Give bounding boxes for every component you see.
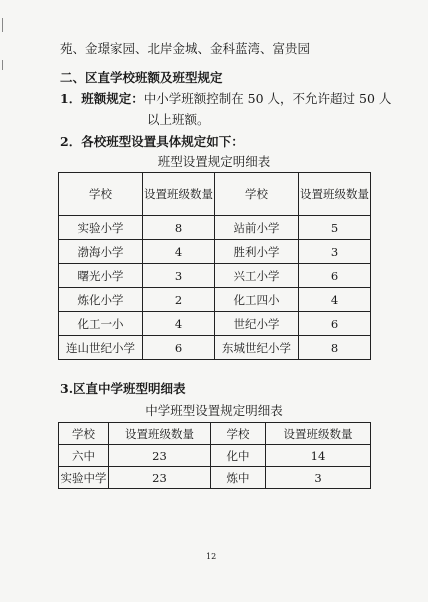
class-count-cell: 3 <box>143 264 215 288</box>
class-count-cell: 3 <box>266 467 371 489</box>
class-count-cell: 2 <box>143 288 215 312</box>
header-cell: 学校 <box>59 423 109 445</box>
table-row <box>59 264 371 288</box>
section-heading: 二、区直学校班额及班型规定 <box>60 70 223 85</box>
class-size-label: 1．班额规定： <box>60 91 144 106</box>
table-row <box>59 240 371 264</box>
class-count-cell: 6 <box>143 336 215 360</box>
scan-edge-mark <box>2 60 3 70</box>
header-cell: 设置班级数量 <box>299 173 371 216</box>
header-cell: 学校 <box>59 173 143 216</box>
header-cell: 学校 <box>215 173 299 216</box>
class-count-cell: 6 <box>299 312 371 336</box>
school-cell: 化工四小 <box>215 288 299 312</box>
school-cell: 连山世纪小学 <box>59 336 143 360</box>
school-cell: 兴工小学 <box>215 264 299 288</box>
school-cell: 实验小学 <box>59 216 143 240</box>
school-list-continuation: 苑、金璟家园、北岸金城、金科蓝湾、富贵园 <box>60 41 311 56</box>
school-cell: 渤海小学 <box>59 240 143 264</box>
middle-school-table <box>58 422 371 489</box>
class-count-cell: 6 <box>299 264 371 288</box>
class-count-cell: 5 <box>299 216 371 240</box>
header-cell: 设置班级数量 <box>266 423 371 445</box>
table-row <box>59 445 371 467</box>
school-cell: 炼化小学 <box>59 288 143 312</box>
school-cell: 东城世纪小学 <box>215 336 299 360</box>
table-row <box>59 216 371 240</box>
class-count-cell: 4 <box>143 312 215 336</box>
class-count-cell: 23 <box>109 445 211 467</box>
header-cell: 学校 <box>211 423 266 445</box>
class-count-cell: 23 <box>109 467 211 489</box>
class-size-text: 中小学班额控制在 50 人，不允许超过 50 人 <box>143 91 392 106</box>
primary-school-table <box>58 172 371 360</box>
class-count-cell: 8 <box>299 336 371 360</box>
table-row <box>59 312 371 336</box>
class-count-cell: 8 <box>143 216 215 240</box>
class-count-cell: 4 <box>299 288 371 312</box>
school-cell: 曙光小学 <box>59 264 143 288</box>
school-cell: 化中 <box>211 445 266 467</box>
table-caption: 班型设置规定明细表 <box>157 154 271 169</box>
school-cell: 化工一小 <box>59 312 143 336</box>
school-cell: 实验中学 <box>59 467 109 489</box>
class-size-rule-continuation: 以上班额。 <box>147 112 210 127</box>
class-count-cell: 14 <box>266 445 371 467</box>
subsection-heading: 2．各校班型设置具体规定如下： <box>60 134 244 149</box>
school-cell: 世纪小学 <box>215 312 299 336</box>
class-size-rule <box>60 91 391 107</box>
school-cell: 炼中 <box>211 467 266 489</box>
section3-heading: 3.区直中学班型明细表 <box>60 381 186 396</box>
header-cell: 设置班级数量 <box>143 173 215 216</box>
class-count-cell: 3 <box>299 240 371 264</box>
table-header-row <box>59 173 371 216</box>
class-count-cell: 4 <box>143 240 215 264</box>
scan-edge-mark <box>2 18 3 32</box>
header-cell: 设置班级数量 <box>109 423 211 445</box>
table-row <box>59 336 371 360</box>
table-row <box>59 288 371 312</box>
table-caption: 中学班型设置规定明细表 <box>145 403 283 418</box>
table-header-row <box>59 423 371 445</box>
school-cell: 六中 <box>59 445 109 467</box>
table-row <box>59 467 371 489</box>
school-cell: 站前小学 <box>215 216 299 240</box>
school-cell: 胜利小学 <box>215 240 299 264</box>
page-number: 12 <box>206 552 217 561</box>
